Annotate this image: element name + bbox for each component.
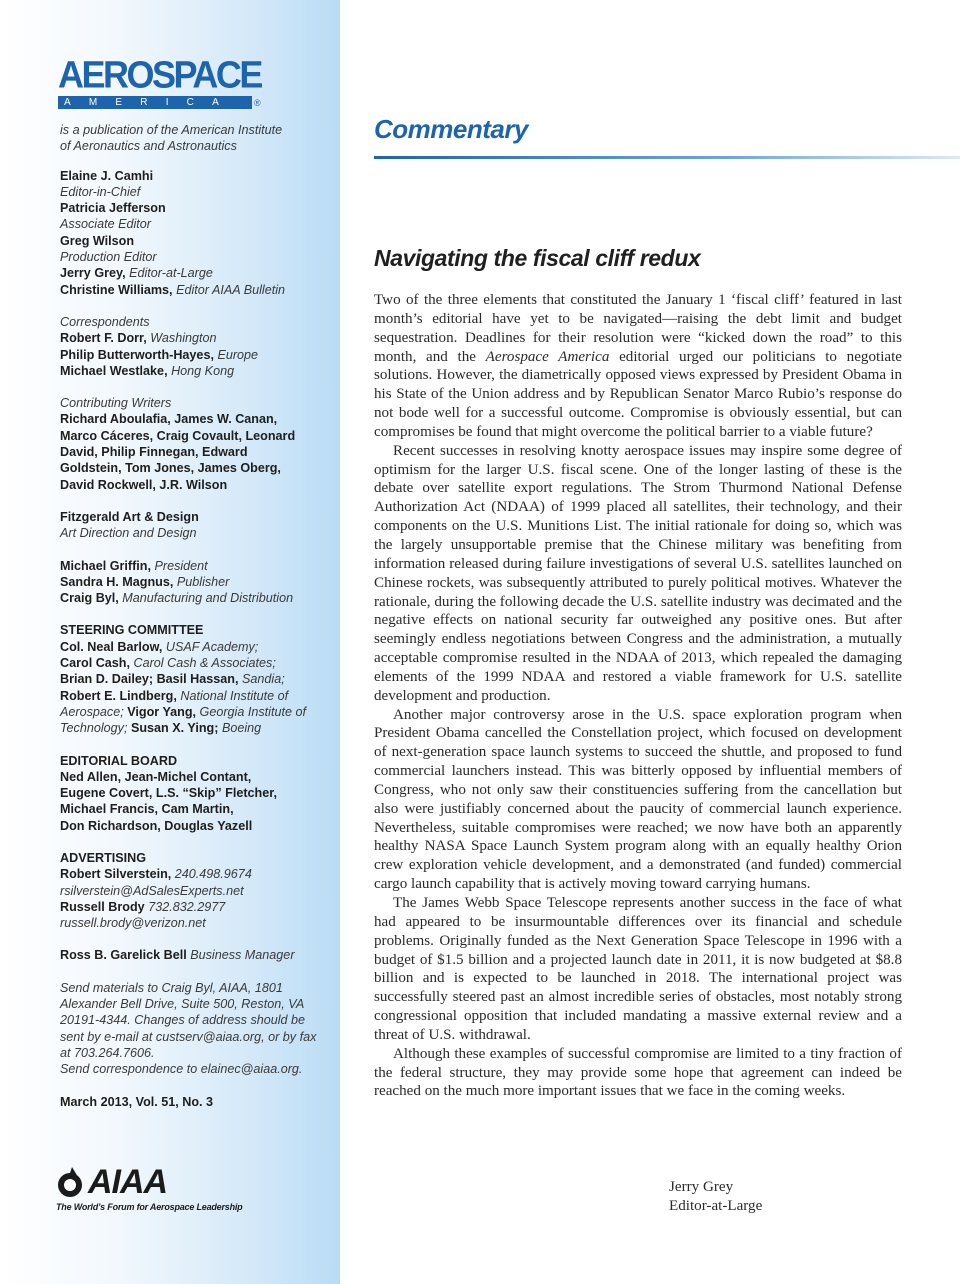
logo-subtitle: AMERICA — [58, 96, 252, 109]
signature-title: Editor-at-Large — [669, 1198, 763, 1214]
ad-rep-email: rsilverstein@AdSalesExperts.net — [60, 883, 244, 898]
article-body — [374, 291, 902, 1101]
officer-line: Michael Griffin, President — [60, 558, 208, 573]
staff-line — [60, 282, 330, 298]
article-paragraph: The James Webb Space Telescope represents another success in the face of what had appeared to be insurmountable differences over its financial and schedule problems. Originally funded as the Next Generation Space Telescope in 1996 with a budget of $1.5 billion and a projected launch date in 2011, it is now budgeted at $8.8 billion and is expected to be launched in 2018. The international project was successfully steered past an almost incredible series of obstacles, most notably strong congressional opposition that included mandating a massive external review and a threat of U.S. withdrawal. — [374, 895, 902, 1043]
editorial-board-line: Don Richardson, Douglas Yazell — [60, 818, 253, 833]
editorial-board-line: Michael Francis, Cam Martin, — [60, 802, 234, 817]
aiaa-logo — [56, 1164, 256, 1212]
article-paragraph: Although these examples of successful compromise are limited to a tiny fraction of the federal structure, they may provide some hope that agreement can indeed be reached on the much more important issues that we face in the coming weeks. — [374, 1045, 902, 1100]
contributing-line: David Rockwell, J.R. Wilson — [60, 477, 228, 492]
contributing-heading: Contributing Writers — [60, 396, 172, 411]
staff-role: Production Editor — [60, 250, 157, 265]
contributing-line: Marco Cáceres, Craig Covault, Leonard — [60, 428, 296, 443]
logo-wordmark: AEROSPACE — [58, 52, 261, 96]
contributing-line: Goldstein, Tom Jones, James Oberg, — [60, 461, 281, 476]
signature — [669, 1178, 762, 1216]
publisher-line: of Aeronautics and Astronautics — [60, 139, 237, 154]
issue-line: March 2013, Vol. 51, No. 3 — [60, 1094, 214, 1109]
steering-line: Brian D. Dailey; Basil Hassan, Sandia; — [60, 672, 285, 687]
correspondents-heading: Correspondents — [60, 314, 150, 329]
signature-name: Jerry Grey — [669, 1179, 734, 1195]
staff-name: Patricia Jefferson — [60, 201, 166, 216]
send-line: Send correspondence to elainec@aiaa.org. — [60, 1062, 303, 1077]
steering-line: Robert E. Lindberg, National Institute of — [60, 688, 289, 703]
staff-role: Editor-in-Chief — [60, 184, 141, 199]
aiaa-rocket-icon — [56, 1165, 86, 1199]
send-line: sent by e-mail at custserv@aiaa.org, or by fax — [60, 1029, 317, 1044]
send-line: 20191-4344. Changes of address should be — [60, 1013, 306, 1028]
staff-line — [60, 265, 330, 281]
aiaa-tagline: The World’s Forum for Aerospace Leadership — [56, 1202, 243, 1212]
staff-name: Christine Williams, — [60, 282, 173, 297]
article-headline: Navigating the fiscal cliff redux — [374, 245, 701, 271]
officer-line: Sandra H. Magnus, Publisher — [60, 574, 230, 589]
send-line: Send materials to Craig Byl, AIAA, 1801 — [60, 980, 283, 995]
masthead-text — [60, 122, 330, 1110]
correspondent-line: Philip Butterworth-Hayes, Europe — [60, 347, 259, 362]
magazine-title: Aerospace America — [485, 348, 610, 365]
editorial-board-heading: EDITORIAL BOARD — [60, 753, 178, 768]
section-title: Commentary — [374, 114, 528, 144]
art-name: Fitzgerald Art & Design — [60, 509, 199, 524]
officer-line: Craig Byl, Manufacturing and Distribution — [60, 591, 294, 606]
aerospace-america-logo — [58, 52, 268, 109]
correspondent-line: Michael Westlake, Hong Kong — [60, 363, 235, 378]
staff-role: Associate Editor — [60, 217, 151, 232]
steering-line: Aerospace; Vigor Yang, Georgia Institute of — [60, 704, 306, 719]
registered-mark: ® — [254, 97, 261, 108]
masthead-sidebar — [0, 0, 340, 1284]
advertising-heading: ADVERTISING — [60, 850, 147, 865]
editorial-board-line: Eugene Covert, L.S. “Skip” Fletcher, — [60, 786, 277, 801]
contributing-line: David, Philip Finnegan, Edward — [60, 445, 248, 460]
steering-line: Technology; Susan X. Ying; Boeing — [60, 721, 262, 736]
send-line: Alexander Bell Drive, Suite 500, Reston, VA — [60, 997, 305, 1012]
article-paragraph: Recent successes in resolving knotty aerospace issues may inspire some degree of optimism for the larger U.S. fiscal scene. One of the longer lasting of these is the debate over satellite export regulations. The Strom Thurmond National Defense Authorization Act (NDAA) of 1999 placed all satellites, their technology, and their components on the U.S. Munitions List. The initial rationale for doing so, which was the largely unsupportable premise that the Chinese military was benefiting from information released during failure investigations of several U.S. satellites launched on Chinese rockets, was subsequently attributed to purely political motives. Whatever the rationale, during the following decade the U.S. satellite industry was decimated and the negative effects on national security far outweighed any positive ones. But after seemingly endless negotiations between Congress and the administration, a mutually acceptable compromise resulted in the NDAA of 2013, which repealed the damaging elements of the 1999 NDAA and restored a viable framework for U.S. satellite development and production. — [374, 442, 902, 704]
staff-role: Editor-at-Large — [129, 266, 213, 281]
steering-line: Col. Neal Barlow, USAF Academy; — [60, 639, 259, 654]
send-line: at 703.264.7606. — [60, 1045, 155, 1060]
ad-rep-line: Russell Brody 732.832.2977 — [60, 899, 226, 914]
ad-rep-line: Robert Silverstein, 240.498.9674 — [60, 867, 252, 882]
article-paragraph: Another major controversy arose in the U.S. space exploration program when President Obama cancelled the Constellation project, which focused on development of next-generation space launch systems to succeed the shuttle, and proposed to fund commercial launchers instead. This was bitterly opposed by influential members of Congress, who not only saw their constituencies suffering from the cancellation but also were justifiably concerned about the paucity of commercial launch experience. Nevertheless, suitable compromises were reached; we now have both an apparently healthy NASA Space Launch System program along with an equally healthy Orion crew exploration vehicle development, and a demonstrated (and funded) commercial cargo launch capability that is actively moving toward carrying humans. — [374, 706, 902, 893]
article-paragraph: Two of the three elements that constituted the January 1 ‘fiscal cliff’ featured in last month’s editorial have yet to be navigated—raising the debt limit and budget sequestration. Deadlines for their resolution were “kicked down the road” to this month, and the Aerospace America editorial urged our politicians to negotiate solutions. However, the diametrically opposed views expressed by President Obama in his State of the Union address and by Republican Senator Marco Rubio’s response do not bode well for a successful outcome. Compromise is obviously essential, but can compromises be found that might overcome the political barrier to a viable future? — [374, 292, 902, 440]
publisher-line: is a publication of the American Institute — [60, 123, 283, 137]
staff-name: Jerry Grey, — [60, 266, 126, 281]
correspondent-line: Robert F. Dorr, Washington — [60, 331, 217, 346]
business-line: Ross B. Garelick Bell Business Manager — [60, 948, 295, 963]
staff-name: Elaine J. Camhi — [60, 168, 154, 183]
section-rule — [374, 156, 960, 159]
staff-name: Greg Wilson — [60, 233, 135, 248]
steering-line: Carol Cash, Carol Cash & Associates; — [60, 656, 276, 671]
ad-rep-email: russell.brody@verizon.net — [60, 916, 206, 931]
aiaa-wordmark: AIAA — [88, 1163, 168, 1201]
art-role: Art Direction and Design — [60, 526, 197, 541]
contributing-line: Richard Aboulafia, James W. Canan, — [60, 412, 278, 427]
staff-role: Editor AIAA Bulletin — [176, 282, 286, 297]
steering-heading: STEERING COMMITTEE — [60, 623, 204, 638]
editorial-board-line: Ned Allen, Jean-Michel Contant, — [60, 769, 252, 784]
